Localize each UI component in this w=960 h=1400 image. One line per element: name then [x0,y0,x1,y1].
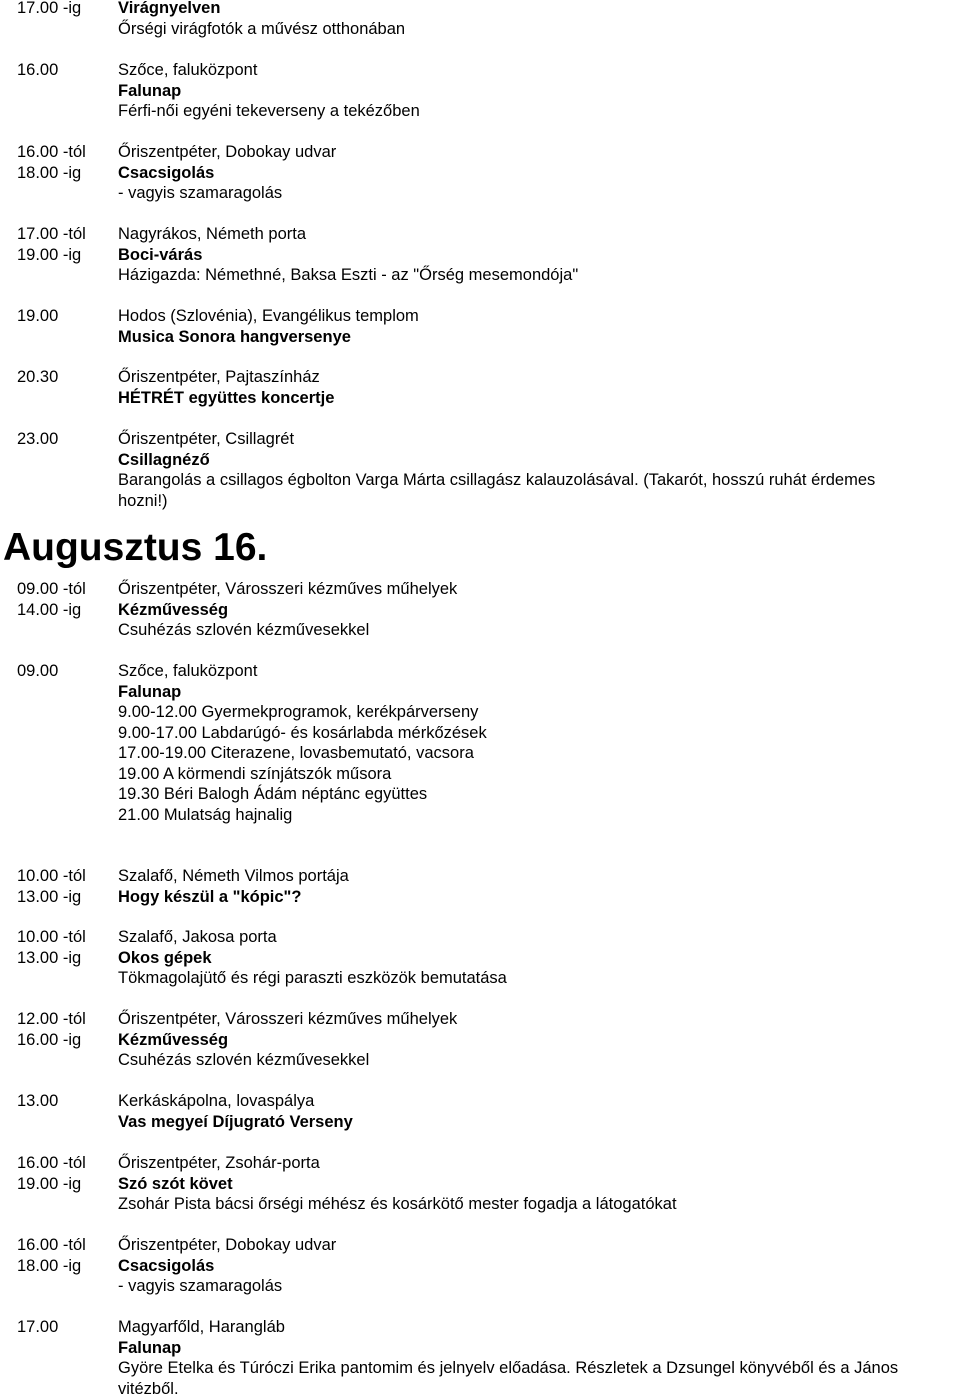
event-time: 17.00 [17,1318,59,1336]
event-detail: Férfi-női egyéni tekeverseny a tekézőben [118,102,420,120]
event-time: 13.00 -ig [17,887,82,906]
event-detail: Hodos (Szlovénia), Evangélikus templom [118,307,419,325]
event-time: 17.00 -tól [17,225,86,243]
event-detail: Szalafő, Jakosa porta [118,928,277,946]
event-detail: Csuhézás szlovén kézművesekkel [118,621,370,639]
event-detail: Őriszentpéter, Pajtaszínház [118,368,320,386]
event-time: 23.00 [17,430,59,448]
event-detail: - vagyis szamaragolás [118,1277,283,1295]
event-detail: Szalafő, Németh Vilmos portája [118,867,349,885]
event-detail: Györe Etelka és Túróczi Erika pantomim és jelnyelv előadása. Részletek a Dzsungel könyvéből és a János [118,1359,899,1377]
event-detail: Magyarfőld, Harangláb [118,1318,285,1336]
event-detail: 9.00-12.00 Gyermekprogramok, kerékpárverseny [118,703,479,721]
event-time: 16.00 -tól [17,1154,86,1172]
event-detail: - vagyis szamaragolás [118,184,283,202]
event-detail: Zsohár Pista bácsi őrségi méhész és kosárkötő mester fogadja a látogatókat [118,1195,677,1213]
event-detail: Barangolás a csillagos égbolton Varga Márta csillagász kalauzolásával. (Takarót, hosszú ruhát érdemes [118,471,876,489]
event-time: 09.00 -tól [17,580,86,598]
event-detail: 21.00 Mulatság hajnalig [118,805,293,824]
event-detail: hozni!) [118,491,168,510]
event-time: 14.00 -ig [17,600,82,619]
event-time: 19.00 -ig [17,1174,82,1193]
event-title: Falunap [118,682,182,701]
event-time: 16.00 -tól [17,1236,86,1254]
event-time: 18.00 -ig [17,1256,82,1275]
event-time: 16.00 [17,61,59,79]
event-time: 13.00 [17,1092,59,1110]
event-detail: Őriszentpéter, Városszeri kézműves műhelyek [118,1010,458,1028]
event-title: Csacsigolás [118,1256,215,1275]
event-detail: Csuhézás szlovén kézművesekkel [118,1051,370,1069]
event-detail: Őrségi virágfotók a művész otthonában [118,19,406,38]
event-time: 17.00 -ig [17,0,82,17]
event-detail: Őriszentpéter, Városszeri kézműves műhelyek [118,580,458,598]
event-detail: 19.30 Béri Balogh Ádám néptánc együttes [118,785,428,803]
event-detail: vitézből. [118,1379,179,1398]
event-time: 16.00 -tól [17,143,86,161]
event-title: Hogy készül a "kópic"? [118,887,302,906]
event-title: Csillagnéző [118,450,210,469]
event-title: Virágnyelven [118,0,221,17]
day-heading: Augusztus 16. [3,526,268,569]
event-time: 16.00 -ig [17,1030,82,1049]
event-detail: 9.00-17.00 Labdarúgó- és kosárlabda mérkőzések [118,723,487,742]
event-detail: Őriszentpéter, Zsohár-porta [118,1154,320,1172]
event-title: Boci-várás [118,245,203,264]
event-detail: Tökmagolajütő és régi paraszti eszközök bemutatása [118,969,507,987]
event-detail: 17.00-19.00 Citerazene, lovasbemutató, vacsora [118,744,474,762]
event-detail: 19.00 A körmendi színjátszók műsora [118,764,392,783]
event-detail: Őriszentpéter, Csillagrét [118,430,295,448]
event-detail: Kerkáskápolna, lovaspálya [118,1092,315,1110]
event-time: 12.00 -tól [17,1010,86,1028]
event-time: 18.00 -ig [17,163,82,182]
event-detail: Szőce, faluközpont [118,61,258,79]
event-detail: Őriszentpéter, Dobokay udvar [118,1236,337,1254]
event-title: Okos gépek [118,948,212,967]
event-title: Kézművesség [118,1030,229,1049]
event-title: Kézművesség [118,600,229,619]
event-detail: Házigazda: Némethné, Baksa Eszti - az "Őrség mesemondója" [118,266,579,284]
event-detail: Szőce, faluközpont [118,662,258,680]
event-time: 19.00 -ig [17,245,82,264]
event-time: 09.00 [17,662,59,680]
event-time: 10.00 -tól [17,928,86,946]
event-detail: Őriszentpéter, Dobokay udvar [118,143,337,161]
event-title: Falunap [118,81,182,100]
event-title: Csacsigolás [118,163,215,182]
event-title: Szó szót követ [118,1174,233,1193]
event-time: 20.30 [17,368,59,386]
event-time: 10.00 -tól [17,867,86,885]
event-title: HÉTRÉT együttes koncertje [118,388,335,407]
event-detail: Nagyrákos, Németh porta [118,225,307,243]
event-title: Musica Sonora hangversenye [118,327,351,346]
event-time: 13.00 -ig [17,948,82,967]
event-time: 19.00 [17,307,59,325]
event-title: Falunap [118,1338,182,1357]
event-title: Vas megyeí Díjugrató Verseny [118,1112,353,1131]
